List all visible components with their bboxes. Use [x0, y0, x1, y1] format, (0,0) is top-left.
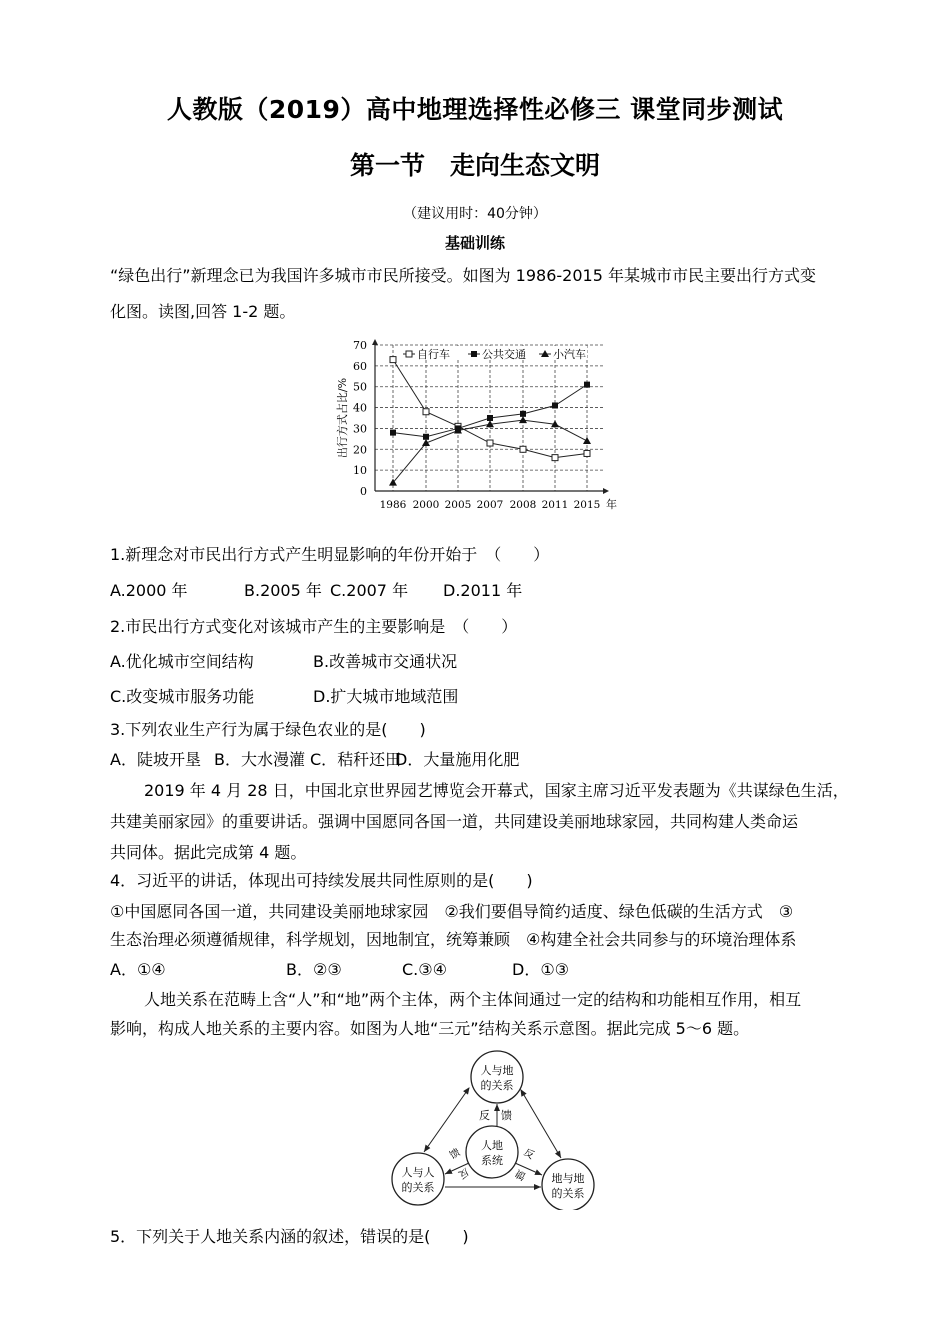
y-tick-label: 30 — [353, 422, 367, 436]
node-top-line-1: 人与地 — [480, 1064, 514, 1077]
filled-square-marker-icon — [552, 402, 558, 408]
document-title: 人教版（2019）高中地理选择性必修三 课堂同步测试 — [166, 95, 784, 124]
question-4-option-c[interactable]: C.③④ — [402, 960, 447, 979]
question-2-option-d[interactable]: D.扩大城市地域范围 — [313, 687, 459, 706]
y-tick-label: 10 — [353, 464, 367, 478]
question-4-body-line-2: 生态治理必须遵循规律，科学规划，因地制宜，统筹兼顾 ④构建全社会共同参与的环境治理体系 — [110, 930, 797, 949]
y-tick-label: 60 — [353, 359, 367, 373]
node-right-line-1: 地与地 — [551, 1172, 585, 1185]
left-arrow-label-2: 反 — [456, 1165, 471, 1180]
question-2-option-a[interactable]: A.优化城市空间结构 — [110, 652, 254, 671]
filled-triangle-marker-icon — [519, 416, 527, 423]
y-tick-label: 40 — [353, 401, 367, 415]
left-arrow-label-1: 馈 — [448, 1147, 463, 1162]
chart-legend — [401, 346, 587, 361]
y-tick-label: 0 — [360, 485, 367, 498]
node-center-line-1: 人地 — [481, 1139, 503, 1152]
node-top-line-2: 的关系 — [480, 1079, 514, 1092]
x-tick-label: 2008 — [509, 499, 537, 511]
filled-square-marker-icon — [584, 382, 590, 388]
intro-paragraph-1-line-1: “绿色出行”新理念已为我国许多城市市民所接受。如图为 1986-2015 年某城市市民主要出行方式变 — [110, 266, 816, 285]
open-square-marker-icon — [423, 409, 429, 415]
question-1-stem: 1.新理念对市民出行方式产生明显影响的年份开始于 （ ） — [110, 545, 550, 564]
x-axis-label: 年 — [606, 498, 617, 511]
x-tick-label: 2000 — [412, 499, 440, 511]
question-4-option-a[interactable]: A．①④ — [110, 960, 166, 979]
question-4-option-b[interactable]: B．②③ — [286, 960, 342, 979]
feedback-label-1: 反 — [479, 1109, 490, 1122]
x-axis-arrow-icon — [603, 488, 609, 494]
node-left-line-1: 人与人 — [401, 1166, 435, 1179]
question-5-stem: 5．下列关于人地关系内涵的叙述，错误的是( ) — [110, 1227, 469, 1246]
section-heading: 基础训练 — [444, 234, 505, 252]
time-hint: （建议用时：40分钟） — [403, 206, 547, 222]
question-3-option-b[interactable]: B．大水漫灌 — [214, 750, 305, 769]
intro-paragraph-1-line-2: 化图。读图,回答 1-2 题。 — [110, 302, 296, 321]
filled-triangle-marker-icon — [422, 439, 430, 446]
intro-paragraph-2-line-2: 共建美丽家园》的重要讲话。强调中国愿同各国一道，共同建设美丽地球家园，共同构建人类命运 — [110, 812, 799, 831]
open-square-marker-icon — [406, 351, 412, 357]
chart-axes — [335, 339, 617, 511]
x-tick-label: 2007 — [476, 499, 504, 511]
intro-paragraph-3-line-2: 影响，构成人地关系的主要内容。如图为人地“三元”结构关系示意图。据此完成 5～6 题。 — [110, 1019, 750, 1038]
right-arrow-label-1: 反 — [521, 1147, 536, 1162]
filled-square-marker-icon — [520, 411, 526, 417]
open-square-marker-icon — [487, 440, 493, 446]
intro-paragraph-3-line-1: 人地关系在范畴上含“人”和“地”两个主体，两个主体间通过一定的结构和功能相互作用，相互 — [144, 990, 802, 1009]
question-2-option-c[interactable]: C.改变城市服务功能 — [110, 687, 255, 706]
human-land-relationship-diagram — [385, 1045, 600, 1210]
open-square-marker-icon — [552, 455, 558, 461]
y-tick-label: 20 — [353, 443, 367, 457]
x-tick-label: 2015 — [573, 499, 601, 511]
question-2-option-b[interactable]: B.改善城市交通状况 — [313, 652, 458, 671]
question-2-stem: 2.市民出行方式变化对该城市产生的主要影响是 （ ） — [110, 617, 518, 636]
question-4-option-d[interactable]: D．①③ — [512, 960, 570, 979]
filled-triangle-marker-icon — [583, 437, 591, 444]
question-1-option-b[interactable]: B.2005 年 — [244, 581, 322, 600]
question-3-option-c[interactable]: C．秸秆还田 — [310, 750, 402, 769]
question-3-option-d[interactable]: D．大量施用化肥 — [395, 750, 520, 769]
question-4-stem: 4．习近平的讲话，体现出可持续发展共同性原则的是( ) — [110, 871, 533, 890]
x-tick-label: 2005 — [444, 499, 472, 511]
legend-label: 自行车 — [417, 348, 450, 361]
arrow-top-left — [424, 1088, 469, 1152]
section-title: 第一节 走向生态文明 — [349, 151, 600, 180]
node-human-human — [392, 1153, 444, 1205]
x-tick-label: 1986 — [379, 499, 407, 511]
node-left-line-2: 的关系 — [401, 1181, 435, 1194]
legend-label: 公共交通 — [482, 348, 526, 361]
filled-square-marker-icon — [471, 351, 477, 357]
node-human-land — [471, 1051, 523, 1103]
open-square-marker-icon — [390, 357, 396, 363]
question-3-stem: 3.下列农业生产行为属于绿色农业的是( ) — [110, 720, 426, 739]
open-square-marker-icon — [520, 446, 526, 452]
question-1-option-d[interactable]: D.2011 年 — [443, 581, 523, 600]
intro-paragraph-2-line-3: 共同体。据此完成第 4 题。 — [110, 843, 307, 862]
question-3-option-a[interactable]: A．陡坡开垦 — [110, 750, 201, 769]
filled-square-marker-icon — [390, 430, 396, 436]
y-axis-arrow-icon — [372, 339, 378, 345]
right-arrow-label-2: 馈 — [513, 1166, 528, 1182]
x-tick-label: 2011 — [541, 499, 569, 511]
question-1-option-c[interactable]: C.2007 年 — [330, 581, 409, 600]
y-axis-label: 出行方式占比/% — [336, 377, 349, 459]
filled-square-marker-icon — [487, 415, 493, 421]
question-4-body-line-1: ①中国愿同各国一道，共同建设美丽地球家园 ②我们要倡导简约适度、绿色低碳的生活方式 ③ — [110, 902, 794, 921]
question-1-option-a[interactable]: A.2000 年 — [110, 581, 188, 600]
node-human-land-system — [466, 1126, 518, 1178]
legend-label: 小汽车 — [553, 348, 586, 361]
y-tick-label: 70 — [353, 339, 367, 352]
feedback-label-2: 馈 — [501, 1109, 512, 1122]
open-square-marker-icon — [584, 450, 590, 456]
filled-square-marker-icon — [423, 434, 429, 440]
intro-paragraph-2-line-1: 2019 年 4 月 28 日，中国北京世界园艺博览会开幕式，国家主席习近平发表题为《共谋绿色生活， — [144, 781, 849, 800]
node-center-line-2: 系统 — [481, 1154, 503, 1167]
travel-mode-line-chart — [330, 335, 620, 515]
y-tick-label: 50 — [353, 380, 367, 394]
node-right-line-2: 的关系 — [551, 1187, 585, 1200]
